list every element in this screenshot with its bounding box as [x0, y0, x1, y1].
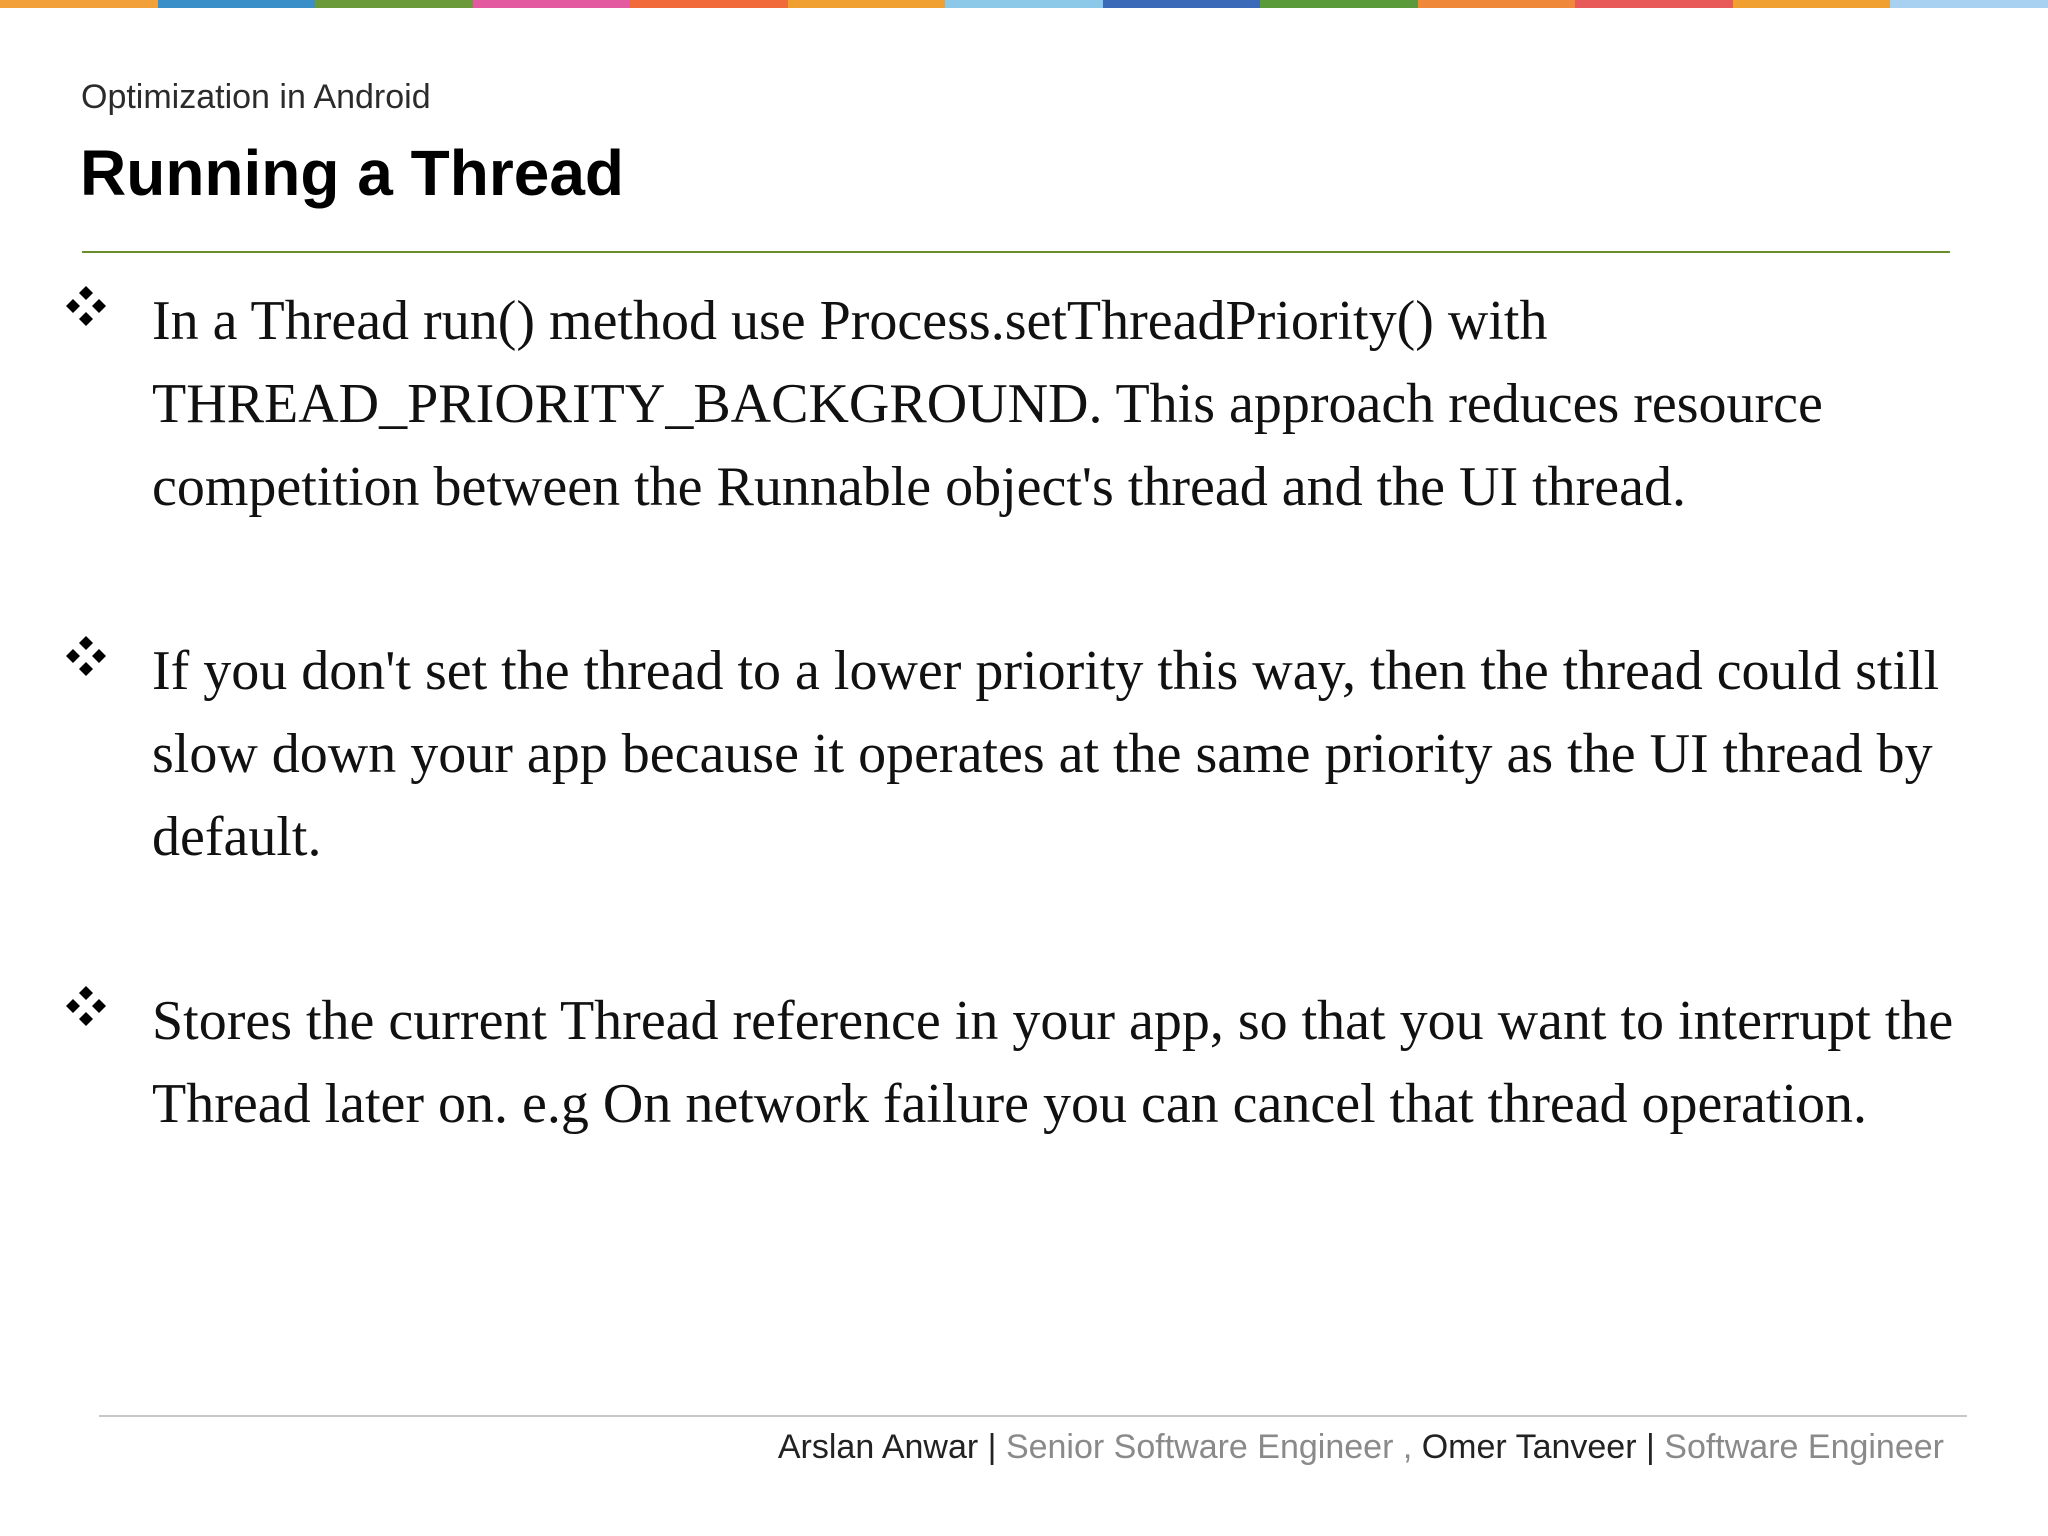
bullet-text: If you don't set the thread to a lower priority this way, then the thread could still slow down your app because it operates at the same priority as the UI thread by default. [152, 640, 1940, 868]
color-strip-segment [1103, 0, 1261, 8]
author1-role: Senior Software Engineer , [1005, 1428, 1422, 1466]
diamond-bullet-icon [64, 984, 112, 1032]
color-strip-segment [1733, 0, 1891, 8]
color-strip-segment [0, 0, 158, 8]
color-strip-segment [473, 0, 631, 8]
slide-title: Running a Thread [80, 137, 624, 209]
color-strip-segment [1890, 0, 2048, 8]
color-strip-segment [315, 0, 473, 8]
footer-credits [778, 1428, 1944, 1467]
footer-divider [99, 1415, 1967, 1417]
color-strip-segment [788, 0, 946, 8]
author2-role: Software Engineer [1664, 1428, 1944, 1466]
color-strip-segment [945, 0, 1103, 8]
color-strip-segment [1260, 0, 1418, 8]
author2-name: Omer Tanveer [1421, 1428, 1637, 1466]
author2-separator: | [1636, 1428, 1665, 1466]
color-strip-segment [1575, 0, 1733, 8]
title-divider [82, 251, 1950, 253]
diamond-bullet-icon [64, 284, 112, 332]
bullet-text: In a Thread run() method use Process.setThreadPriority() with THREAD_PRIORITY_BACKGROUND. This approach reduces resource competition between the Runnable object's thread and the UI thread. [152, 290, 1823, 518]
top-color-strip [0, 0, 2048, 8]
bullet-text: Stores the current Thread reference in your app, so that you want to interrupt the Thread later on. e.g On network failure you can cancel that thread operation. [152, 990, 1954, 1135]
color-strip-segment [158, 0, 316, 8]
author1-separator: | [978, 1428, 1006, 1466]
slide-subtitle: Optimization in Android [81, 78, 431, 116]
color-strip-segment [1418, 0, 1576, 8]
author1-name: Arslan Anwar [777, 1428, 979, 1466]
diamond-bullet-icon [64, 634, 112, 682]
color-strip-segment [630, 0, 788, 8]
